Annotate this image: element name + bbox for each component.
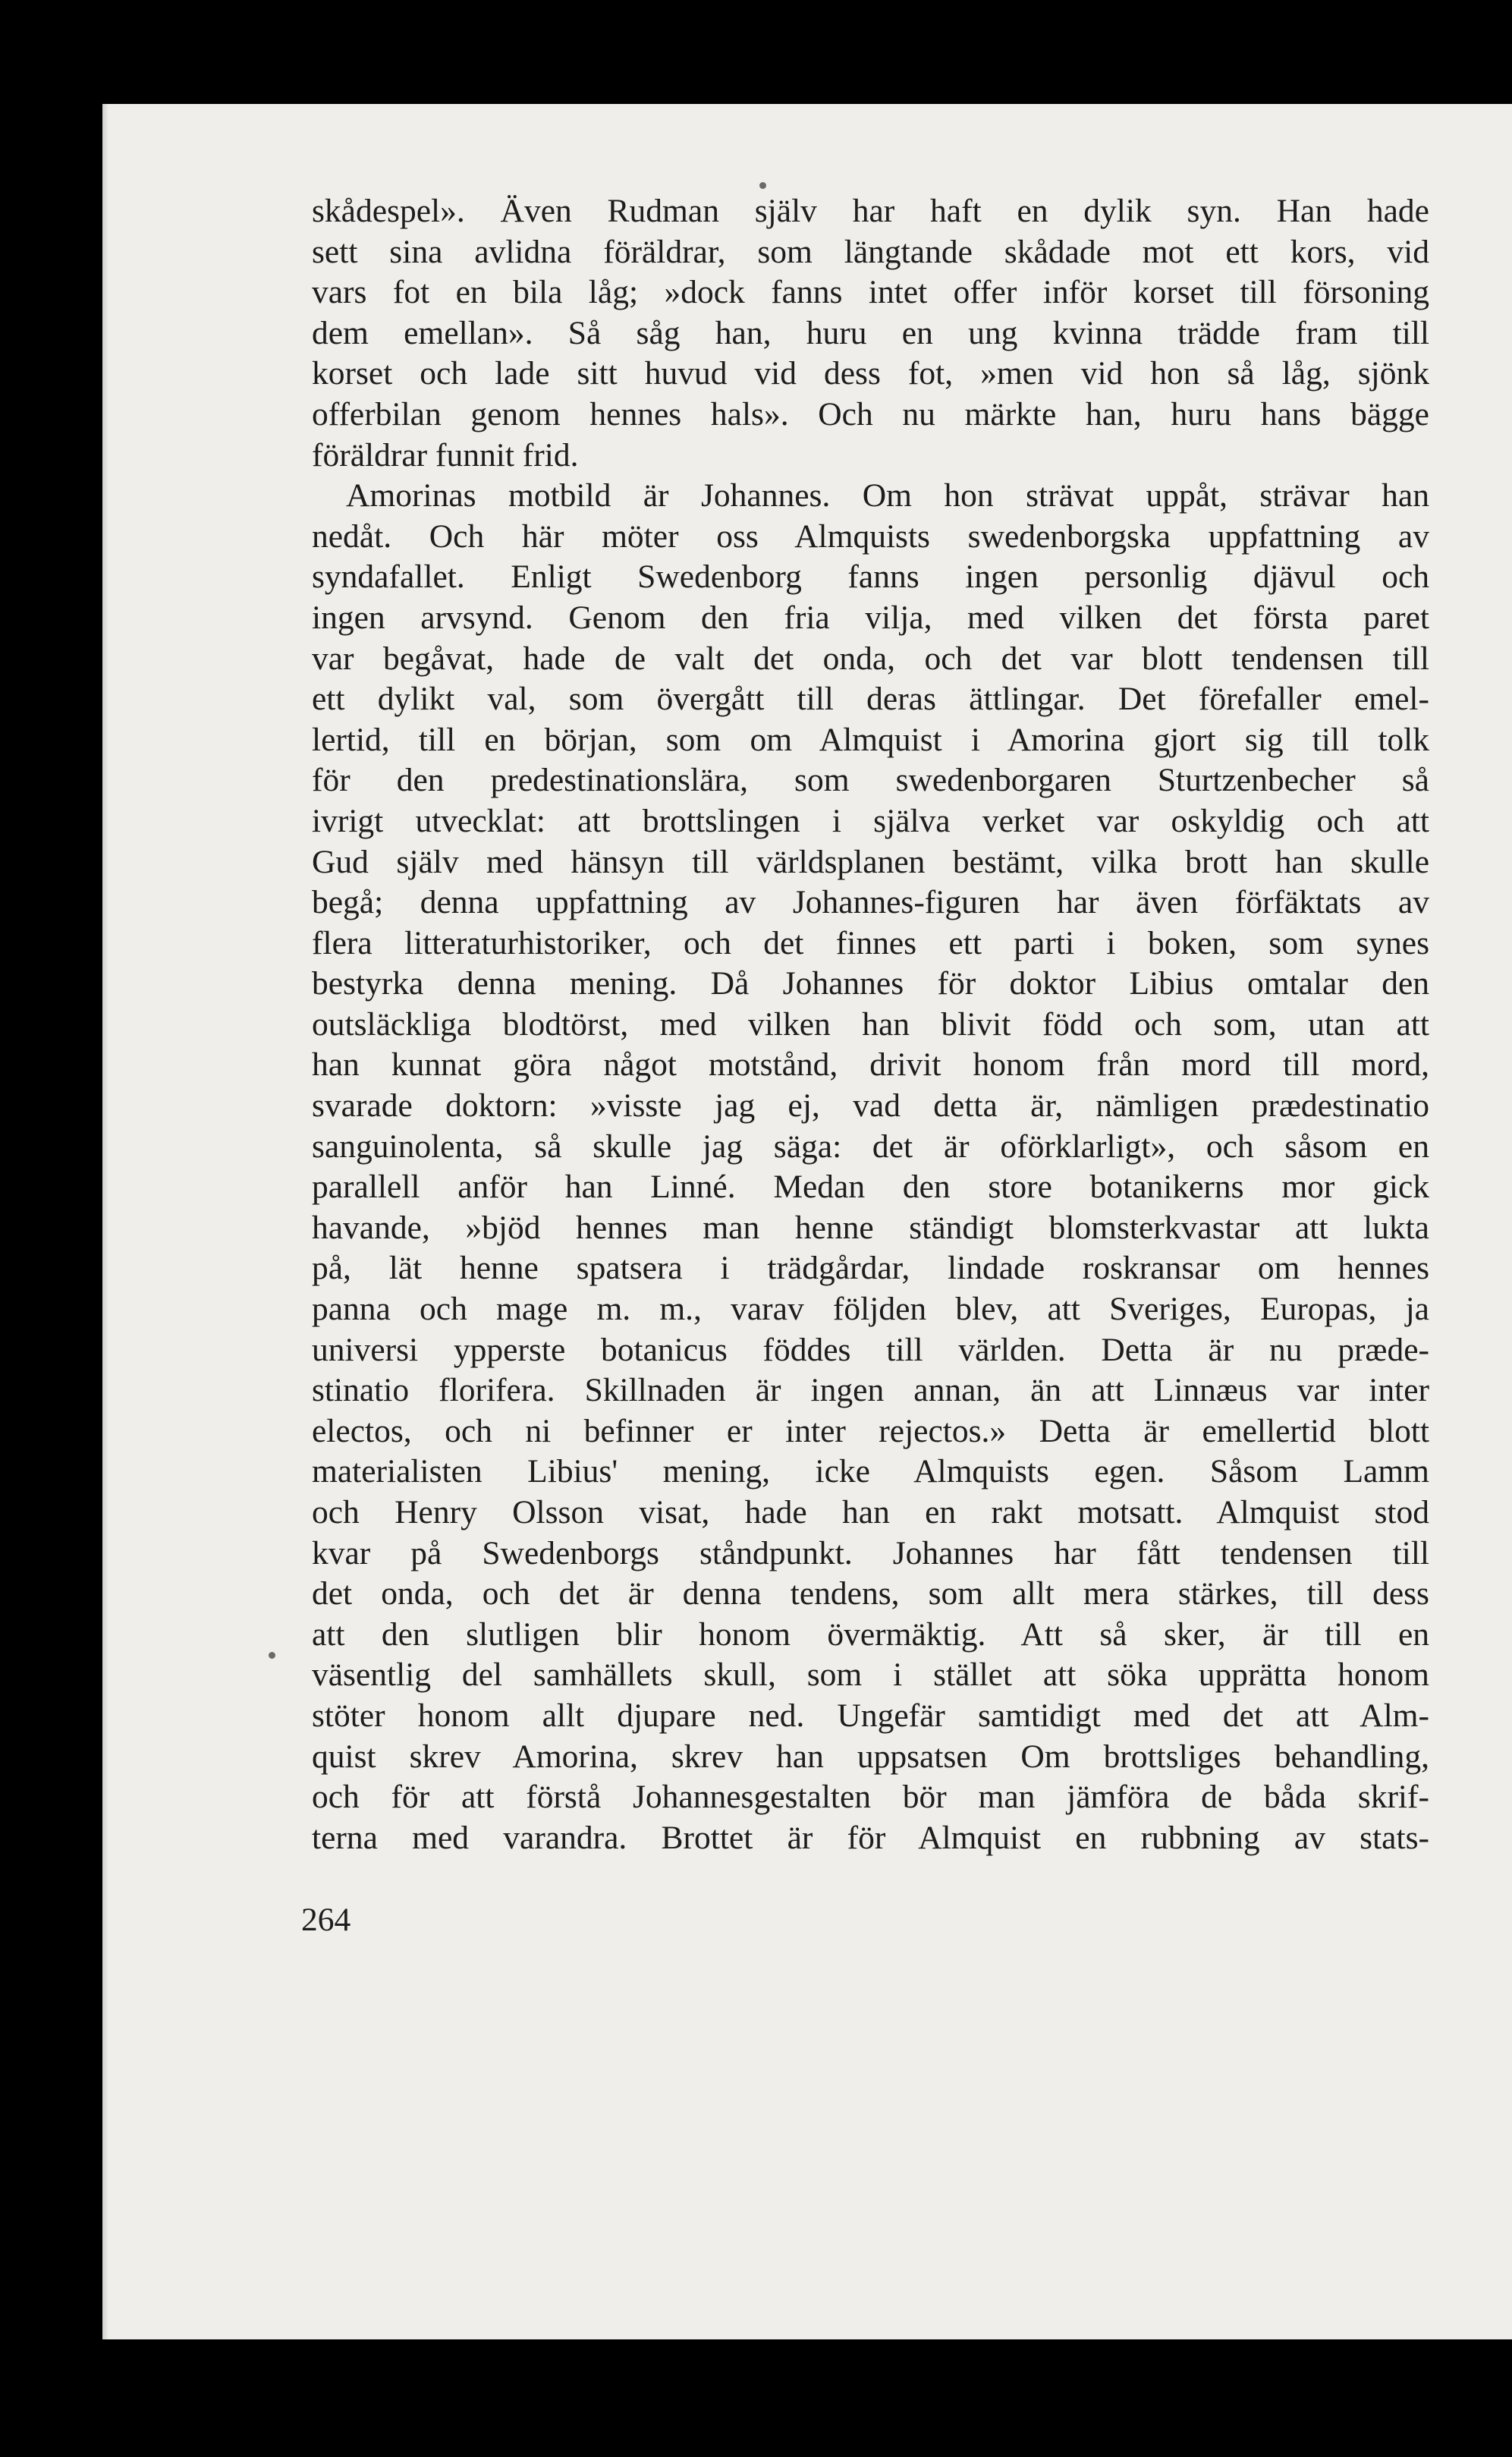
text-line: parallell anför han Linné. Medan den store botanikerns mor gick	[312, 1169, 1429, 1206]
text-line: ivrigt utvecklat: att brottslingen i själva verket var oskyldig och att	[312, 802, 1429, 839]
text-line: materialisten Libius' mening, icke Almquists egen. Såsom Lamm	[312, 1453, 1429, 1490]
text-line: quist skrev Amorina, skrev han uppsatsen Om brottsliges behandling,	[312, 1738, 1429, 1775]
text-line: outsläckliga blodtörst, med vilken han blivit född och som, utan att	[312, 1005, 1429, 1043]
text-line: väsentlig del samhällets skull, som i stället att söka upprätta honom	[312, 1656, 1429, 1694]
text-line: offerbilan genom hennes hals». Och nu märkte han, huru hans bägge	[312, 395, 1429, 433]
text-line: lertid, till en början, som om Almquist i Amorina gjort sig till tolk	[312, 721, 1429, 758]
text-line: var begåvat, hade de valt det onda, och det var blott tendensen till	[312, 640, 1429, 677]
text-line: Gud själv med hänsyn till världsplanen bestämt, vilka brott han skulle	[312, 843, 1429, 880]
text-line: och för att förstå Johannesgestalten bör man jämföra de båda skrif-	[312, 1779, 1429, 1816]
text-line: på, lät henne spatsera i trädgårdar, lindade roskransar om hennes	[312, 1250, 1429, 1287]
text-line: stinatio florifera. Skillnaden är ingen annan, än att Linnæus var inter	[312, 1372, 1429, 1409]
text-line: stöter honom allt djupare ned. Ungefär samtidigt med det att Alm-	[312, 1697, 1429, 1734]
text-line: det onda, och det är denna tendens, som allt mera stärkes, till dess	[312, 1575, 1429, 1612]
text-line: kvar på Swedenborgs ståndpunkt. Johannes har fått tendensen till	[312, 1534, 1429, 1571]
page-number: 264	[301, 1902, 351, 1938]
text-line: dem emellan». Så såg han, huru en ung kvinna trädde fram till	[312, 314, 1429, 351]
text-line: ett dylikt val, som övergått till deras ättlingar. Det förefaller emel-	[312, 681, 1429, 718]
text-line: terna med varandra. Brottet är för Almquist en rubbning av stats-	[312, 1819, 1429, 1856]
page-edge-shadow	[102, 104, 108, 2339]
paper-speck	[269, 1652, 275, 1659]
text-line: nedåt. Och här möter oss Almquists swedenborgska uppfattning av	[312, 518, 1429, 555]
text-line: havande, »bjöd hennes man henne ständigt blomsterkvastar att lukta	[312, 1209, 1429, 1246]
text-line: flera litteraturhistoriker, och det finnes ett parti i boken, som synes	[312, 924, 1429, 961]
text-line: electos, och ni befinner er inter rejectos.» Detta är emellertid blott	[312, 1412, 1429, 1449]
text-line: panna och mage m. m., varav följden blev, att Sveriges, Europas, ja	[312, 1291, 1429, 1328]
paper-speck	[759, 182, 766, 189]
text-line: begå; denna uppfattning av Johannes-figuren har även förfäktats av	[312, 884, 1429, 921]
text-line: svarade doktorn: »visste jag ej, vad detta är, nämligen prædestinatio	[312, 1087, 1429, 1125]
text-line: sett sina avlidna föräldrar, som längtande skådade mot ett kors, vid	[312, 233, 1429, 270]
text-line: han kunnat göra något motstånd, drivit honom från mord till mord,	[312, 1046, 1429, 1084]
text-line: bestyrka denna mening. Då Johannes för doktor Libius omtalar den	[312, 965, 1429, 1002]
text-line: skådespel». Även Rudman själv har haft en dylik syn. Han hade	[312, 193, 1429, 229]
text-line: korset och lade sitt huvud vid dess fot, »men vid hon så låg, sjönk	[312, 355, 1429, 392]
text-line: syndafallet. Enligt Swedenborg fanns ingen personlig djävul och	[312, 558, 1429, 596]
text-line: ingen arvsynd. Genom den fria vilja, med vilken det första paret	[312, 599, 1429, 636]
text-line: sanguinolenta, så skulle jag säga: det är oförklarligt», och såsom en	[312, 1128, 1429, 1165]
text-line: för den predestinationslära, som swedenborgaren Sturtzenbecher så	[312, 762, 1429, 799]
text-line: vars fot en bila låg; »dock fanns intet offer inför korset till försoning	[312, 274, 1429, 311]
text-line: Amorinas motbild är Johannes. Om hon strävat uppåt, strävar han	[346, 477, 1429, 514]
text-line: att den slutligen blir honom övermäktig. Att så sker, är till en	[312, 1615, 1429, 1653]
text-line: och Henry Olsson visat, hade han en rakt motsatt. Almquist stod	[312, 1494, 1429, 1531]
text-line: föräldrar funnit frid.	[312, 436, 579, 473]
body-text	[312, 191, 1429, 1858]
text-line: universi ypperste botanicus föddes till världen. Detta är nu præde-	[312, 1331, 1429, 1368]
